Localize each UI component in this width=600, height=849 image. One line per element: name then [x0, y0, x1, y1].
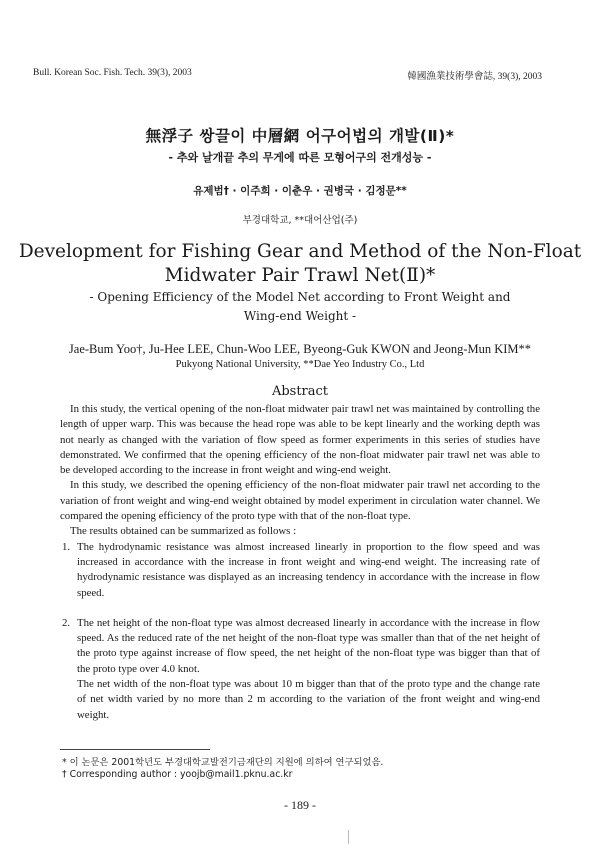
korean-subtitle: - 추와 날개끝 추의 무게에 따른 모형어구의 전개성능 -	[168, 151, 432, 164]
abstract-body	[60, 402, 540, 723]
footnote-divider	[60, 749, 210, 750]
list-item-number: 1.	[62, 540, 71, 553]
english-subtitle-line2: Wing-end Weight -	[243, 309, 357, 323]
list-item-continuation: The net width of the non-float type was about 10 m bigger than that of the proto type and the change rate of net width varied by no more than 2 m according to the variation of the front weight and wing-end weight.	[77, 678, 540, 721]
english-subtitle	[0, 288, 600, 326]
list-item-text: The hydrodynamic resistance was almost increased linearly in proportion to the flow speed and was increased in accordance with the increase in front weight and wing-end weight. The increasing rate of hydrodynamic resistance was displayed as an increasing tendency in accordance with the increase in flow speed.	[77, 540, 540, 599]
english-title-line2: Midwater Pair Trawl Net(Ⅱ)*	[164, 265, 436, 286]
korean-authors: 유제범† · 이주희 · 이춘우 · 권병국 · 김정문**	[193, 185, 407, 197]
korean-title: 無浮子 쌍끌이 中層網 어구어법의 개발(Ⅱ)*	[145, 127, 455, 145]
english-title-line1: Development for Fishing Gear and Method of the Non-Float	[18, 241, 582, 262]
english-affiliation: Pukyong National University, **Dae Yeo Industry Co., Ltd	[175, 359, 425, 370]
english-subtitle-line1: - Opening Efficiency of the Model Net according to Front Weight and	[89, 290, 511, 304]
page-number: - 189 -	[284, 798, 316, 812]
english-authors: Jae-Bum Yoo†, Ju-Hee LEE, Chun-Woo LEE, Byeong-Guk KWON and Jeong-Mun KIM**	[68, 342, 532, 356]
journal-header-english: Bull. Korean Soc. Fish. Tech. 39(3), 2003	[33, 68, 192, 78]
list-item-text: The net height of the non-float type was almost decreased linearly in accordance with the increase in flow speed. As the reduced rate of the net height of the non-float type was smaller than that of the net height of the proto type against increase of flow speed, the net height of the non-float type was bigger than that of the proto type over 4.0 knot.	[77, 616, 540, 675]
abstract-paragraph-1: In this study, the vertical opening of the non-float midwater pair trawl net was maintained by controlling the length of upper warp. This was because the head rope was able to be kept linearly and the working depth was not nearly as changed with the variation of flow speed as former experiments in this series of studies have demonstrated. We confirmed that the opening efficiency of the non-float midwater pair trawl net was able to be developed according to the increase in front weight and wing-end weight.	[60, 403, 540, 477]
footnote-funding: * 이 논문은 2001학년도 부경대학교발전기금재단의 지원에 의하여 연구되었음.	[62, 757, 384, 768]
english-title	[0, 240, 600, 288]
abstract-paragraph-2: In this study, we described the opening efficiency of the non-float midwater pair trawl net according to the variation of front weight and wing-end weight obtained by model experiment in circulation water channel. We compared the opening efficiency of the proto type with that of the non-float type.	[60, 479, 540, 523]
abstract-paragraph-3: The results obtained can be summarized as follows :	[70, 525, 297, 538]
journal-header-korean: 韓國漁業技術學會誌, 39(3), 2003	[407, 72, 542, 82]
abstract-heading: Abstract	[271, 384, 329, 399]
list-item	[60, 616, 540, 723]
results-list	[60, 540, 540, 723]
list-item-number: 2.	[62, 616, 71, 629]
korean-affiliation: 부경대학교, **대어산업(주)	[242, 215, 358, 226]
scan-mark	[348, 830, 349, 844]
list-spacer	[60, 601, 540, 616]
footnote-corresponding-author: † Corresponding author : yoojb@mail1.pknu.ac.kr	[62, 769, 293, 780]
list-item	[60, 540, 540, 601]
